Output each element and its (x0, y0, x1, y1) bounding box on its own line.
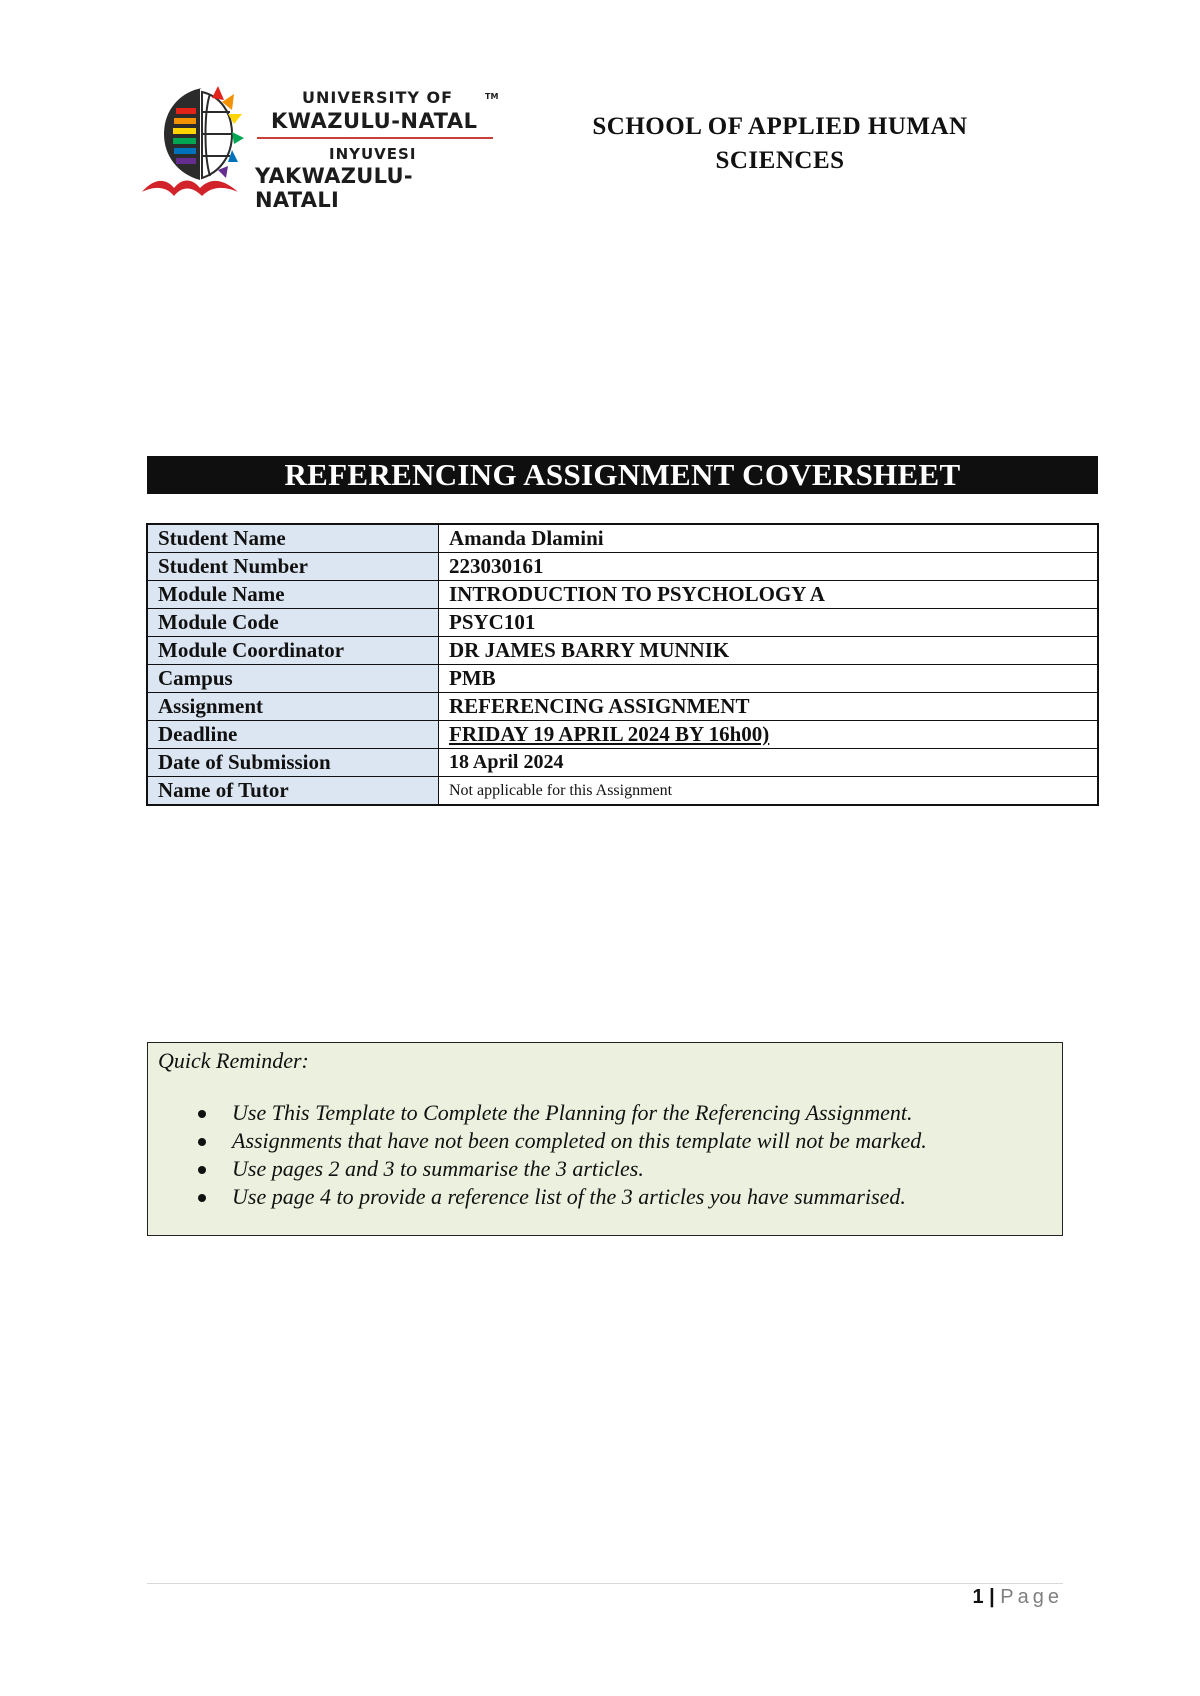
row-label: Student Number (147, 553, 439, 581)
row-value: DR JAMES BARRY MUNNIK (439, 637, 1099, 665)
university-logo (140, 82, 500, 212)
table-row (147, 637, 1098, 665)
row-label: Module Coordinator (147, 637, 439, 665)
table-row (147, 749, 1098, 777)
list-item (148, 1155, 927, 1183)
table-row (147, 721, 1098, 749)
list-item-text: Assignments that have not been completed on this template will not be marked. (232, 1128, 927, 1153)
coversheet-title-banner: REFERENCING ASSIGNMENT COVERSHEET (147, 456, 1098, 494)
row-label: Assignment (147, 693, 439, 721)
logo-divider (257, 137, 493, 139)
table-row (147, 777, 1098, 806)
page-number: 1 (972, 1586, 984, 1608)
list-item (148, 1099, 927, 1127)
list-item (148, 1127, 927, 1155)
row-value: 18 April 2024 (439, 749, 1099, 777)
list-item-text: Use page 4 to provide a reference list of the 3 articles you have summarised. (232, 1184, 906, 1209)
bullet-icon (198, 1138, 206, 1146)
table-row (147, 553, 1098, 581)
school-heading-line2: SCIENCES (715, 147, 845, 174)
row-value: REFERENCING ASSIGNMENT (439, 693, 1099, 721)
list-item-text: Use pages 2 and 3 to summarise the 3 articles. (232, 1156, 644, 1181)
table-row (147, 693, 1098, 721)
row-value: Not applicable for this Assignment (439, 777, 1099, 806)
bullet-icon (198, 1110, 206, 1118)
list-item (148, 1183, 927, 1211)
table-row (147, 581, 1098, 609)
row-value: Amanda Dlamini (439, 524, 1099, 553)
footer-divider (147, 1583, 1063, 1584)
row-value: 223030161 (439, 553, 1099, 581)
row-label: Student Name (147, 524, 439, 553)
logo-line-yakwazulu-natali: YAKWAZULU-NATALI (255, 164, 413, 212)
table-row (147, 665, 1098, 693)
page-label: Page (1000, 1586, 1063, 1608)
bullet-icon (198, 1194, 206, 1202)
school-heading-line1: SCHOOL OF APPLIED HUMAN (592, 113, 968, 140)
page-separator: | (983, 1586, 1001, 1608)
logo-trademark: TM (485, 92, 499, 101)
table-row (147, 524, 1098, 553)
row-value: INTRODUCTION TO PSYCHOLOGY A (439, 581, 1099, 609)
row-label: Campus (147, 665, 439, 693)
row-label: Module Code (147, 609, 439, 637)
page-footer (940, 1586, 1063, 1609)
student-info-table (146, 523, 1099, 806)
table-row (147, 609, 1098, 637)
row-label: Name of Tutor (147, 777, 439, 806)
row-value-deadline: FRIDAY 19 APRIL 2024 BY 16h00) (439, 721, 1099, 749)
ukzn-crest-icon (140, 82, 252, 200)
row-label: Deadline (147, 721, 439, 749)
logo-line-university-of: UNIVERSITY OF (302, 88, 454, 107)
reminder-list (148, 1099, 927, 1211)
row-label: Date of Submission (147, 749, 439, 777)
row-label: Module Name (147, 581, 439, 609)
bullet-icon (198, 1166, 206, 1174)
logo-line-inyuvesi: INYUVESI (329, 145, 417, 163)
quick-reminder-box (147, 1042, 1063, 1236)
logo-line-kwazulu-natal: KWAZULU-NATAL (271, 109, 478, 133)
reminder-title: Quick Reminder: (158, 1048, 309, 1073)
row-value: PSYC101 (439, 609, 1099, 637)
school-heading (560, 110, 1000, 178)
row-value: PMB (439, 665, 1099, 693)
list-item-text: Use This Template to Complete the Planning for the Referencing Assignment. (232, 1100, 913, 1125)
